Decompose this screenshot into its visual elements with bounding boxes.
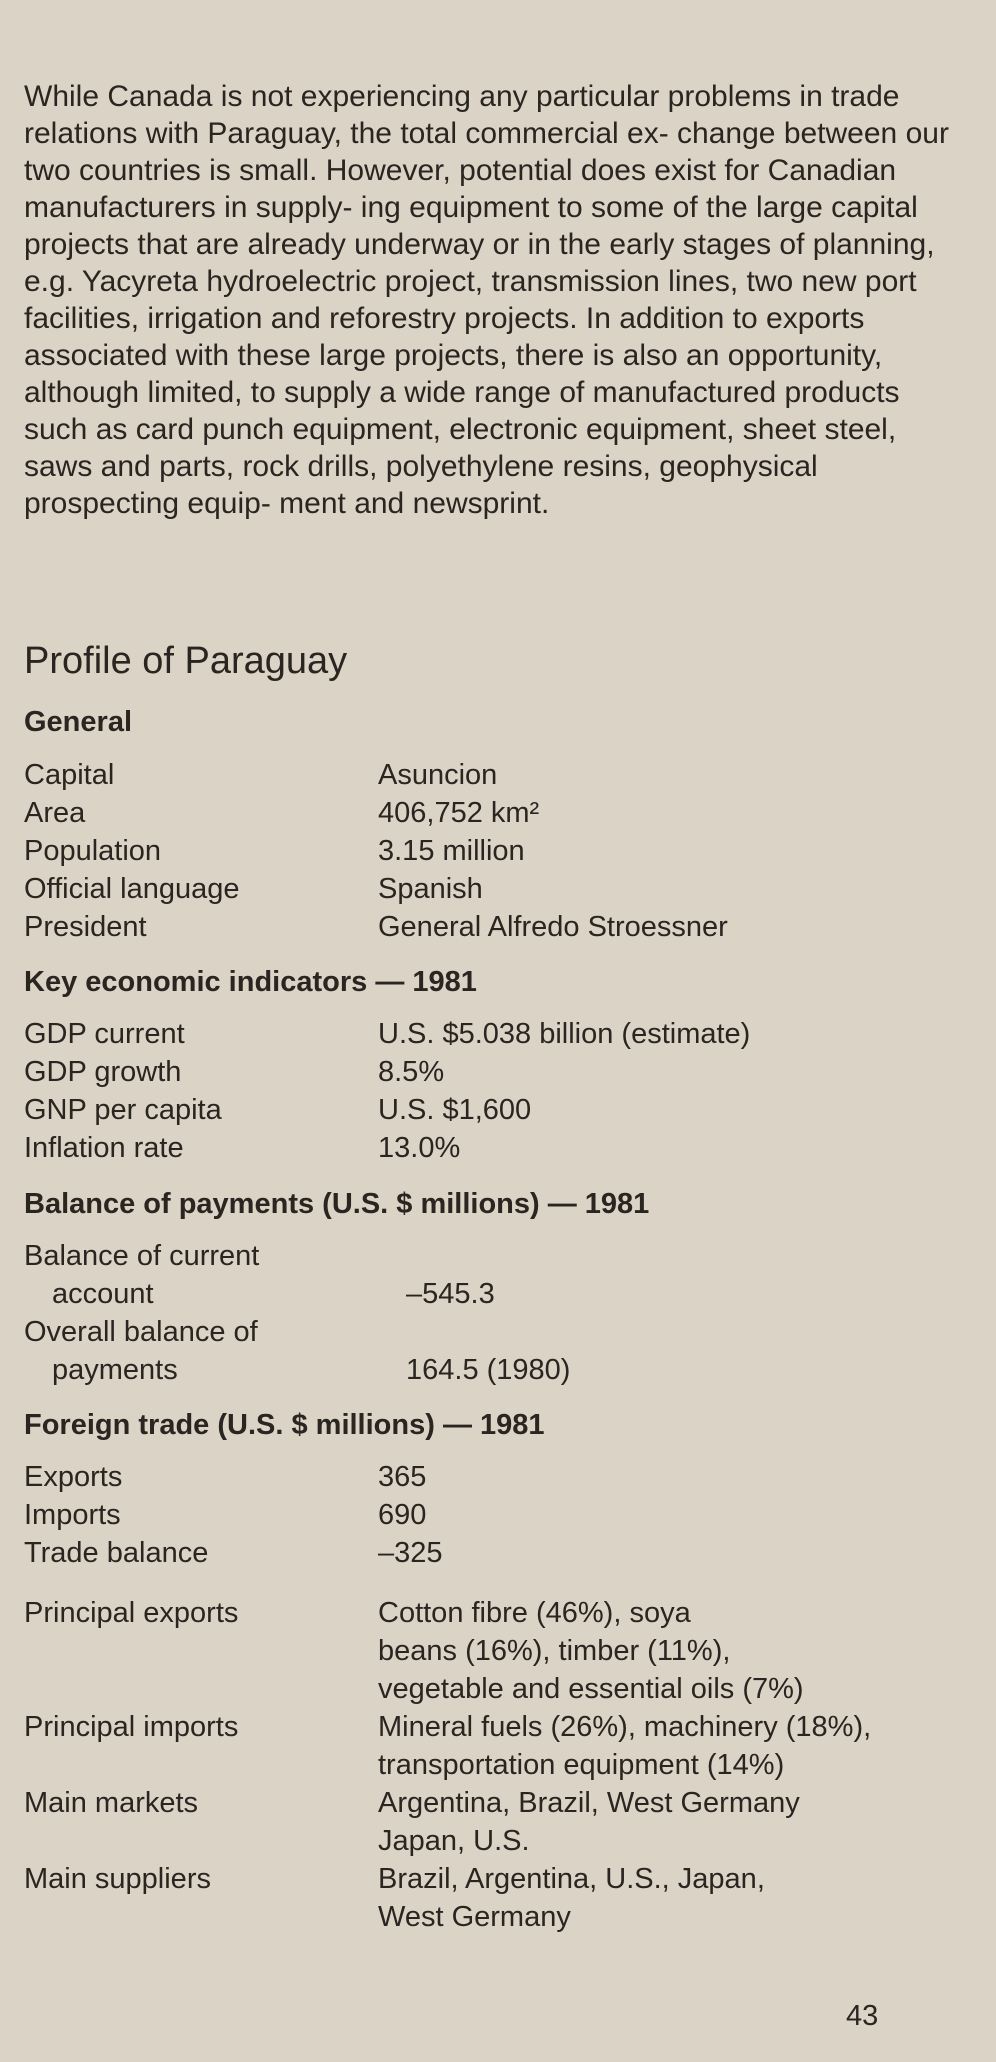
row-label: GDP current [24,1018,185,1050]
general-row [24,870,974,908]
row-value: General Alfredo Stroessner [378,911,728,943]
row-value: 13.0% [378,1132,461,1164]
row-value: U.S. $5.038 billion (estimate) [378,1018,751,1050]
detail-label: Main markets [24,1787,199,1819]
detail-line: Cotton fibre (46%), soya [378,1597,691,1629]
indicator-row [24,1091,974,1129]
indicators-heading: Key economic indicators — 1981 [24,966,477,998]
row-label: payments [52,1354,178,1386]
detail-line: transportation equipment (14%) [378,1749,785,1781]
balance-row [24,1313,974,1351]
detail-row [24,1860,974,1936]
detail-line: vegetable and essential oils (7%) [378,1673,804,1705]
trade-row [24,1458,974,1496]
row-value: 365 [378,1461,427,1493]
profile-title: Profile of Paraguay [24,640,348,682]
balance-heading: Balance of payments (U.S. $ millions) — 1981 [24,1188,650,1220]
row-label: GDP growth [24,1056,182,1088]
indicator-row [24,1053,974,1091]
detail-line: Japan, U.S. [378,1825,530,1857]
trade-table [24,1458,974,1572]
indicators-table [24,1015,974,1167]
row-label: Overall balance of [24,1316,258,1348]
trade-heading: Foreign trade (U.S. $ millions) — 1981 [24,1409,545,1441]
balance-row [24,1275,974,1313]
general-table [24,756,974,946]
detail-row [24,1784,974,1860]
balance-row [24,1237,974,1275]
trade-row [24,1534,974,1572]
row-label: Capital [24,759,115,791]
detail-label: Main suppliers [24,1863,211,1895]
detail-line: Argentina, Brazil, West Germany [378,1787,800,1819]
balance-table [24,1237,974,1389]
row-value: –325 [378,1537,443,1569]
general-row [24,908,974,946]
page-number: 43 [846,2000,879,2032]
row-label: Population [24,835,162,867]
row-value: 164.5 (1980) [406,1354,571,1386]
detail-label: Principal exports [24,1597,239,1629]
row-value: 8.5% [378,1056,445,1088]
row-value: U.S. $1,600 [378,1094,532,1126]
detail-label: Principal imports [24,1711,239,1743]
trade-details [24,1594,974,1936]
row-label: Trade balance [24,1537,209,1569]
balance-row [24,1351,974,1389]
general-row [24,794,974,832]
detail-line: Brazil, Argentina, U.S., Japan, [378,1863,765,1895]
row-value: 3.15 million [378,835,525,867]
row-value: Spanish [378,873,483,905]
row-value: Asuncion [378,759,498,791]
indicator-row [24,1015,974,1053]
general-heading: General [24,706,132,738]
indicator-row [24,1129,974,1167]
row-label: Balance of current [24,1240,260,1272]
general-row [24,756,974,794]
row-value: 406,752 km² [378,797,540,829]
detail-line: Mineral fuels (26%), machinery (18%), [378,1711,872,1743]
row-label: Official language [24,873,240,905]
row-value: –545.3 [406,1278,495,1310]
intro-paragraph: While Canada is not experiencing any particular problems in trade relations with Paraguay, the total commercial ex- change between our two countries is small. However, potential does exist for Canadian manufacturers in supply- ing equipment to some of the large capital projects that are already underway or in the early stages of planning, e.g. Yacyreta hydroelectric project, transmission lines, two new port facilities, irrigation and reforestry projects. In addition to exports associated with these large projects, there is also an opportunity, although limited, to supply a wide range of manufactured products such as card punch equipment, electronic equipment, sheet steel, saws and parts, rock drills, polyethylene resins, geophysical prospecting equip- ment and newsprint. [24,80,949,520]
detail-line: West Germany [378,1901,571,1933]
trade-row [24,1496,974,1534]
row-label: Exports [24,1461,123,1493]
detail-row [24,1708,974,1784]
row-label: Imports [24,1499,121,1531]
row-label: President [24,911,147,943]
row-label: account [52,1278,154,1310]
detail-line: beans (16%), timber (11%), [378,1635,731,1667]
general-row [24,832,974,870]
row-label: Inflation rate [24,1132,184,1164]
row-label: GNP per capita [24,1094,222,1126]
detail-row [24,1594,974,1708]
row-value: 690 [378,1499,427,1531]
row-label: Area [24,797,86,829]
